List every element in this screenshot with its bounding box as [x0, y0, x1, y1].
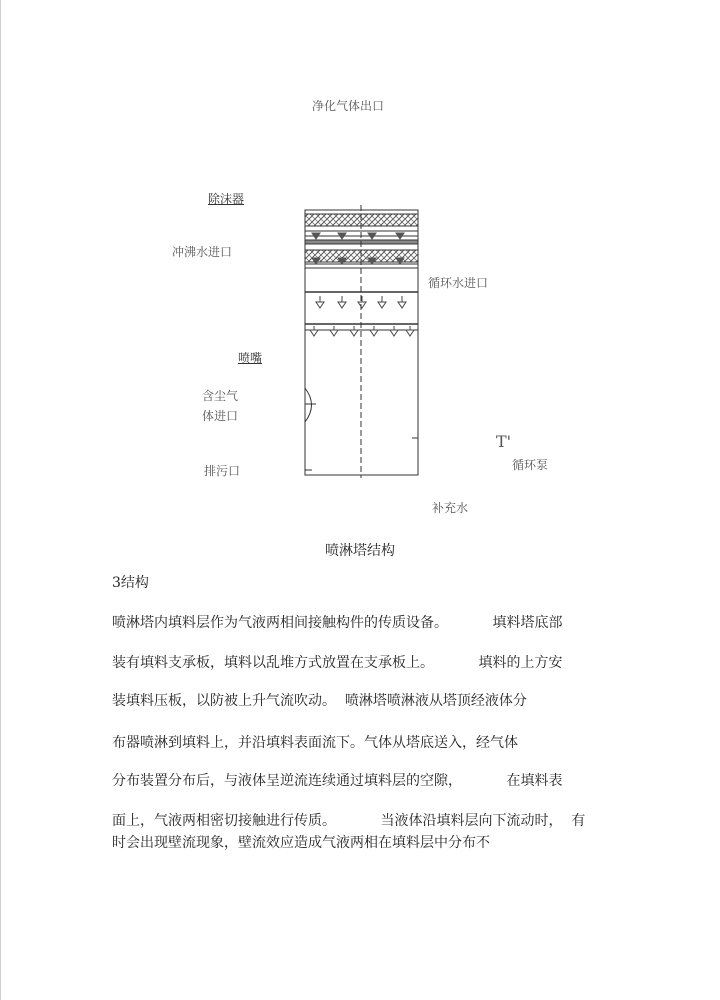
label-flush-water-inlet: 冲沸水进口	[172, 245, 233, 259]
paragraph-line-3: 装填料压板，以防被上升气流吹动。 喷淋塔喷淋液从塔顶经液体分	[112, 693, 527, 709]
paragraph-line-2: 装有填料支承板，填料以乱堆方式放置在支承板上。 填料的上方安	[112, 655, 563, 671]
paragraph-line-6: 面上，气液两相密切接触进行传质。 当液体沿填料层向下流动时， 有	[112, 813, 586, 829]
label-makeup-water: 补充水	[432, 501, 469, 515]
label-drain-outlet: 排污口	[204, 464, 241, 478]
figure-caption: 喷淋塔结构	[325, 543, 395, 559]
label-circulating-water-inlet: 循环水进口	[428, 276, 489, 290]
paragraph-line-4: 布器喷淋到填料上，并沿填料表面流下。气体从塔底送入，经气体	[112, 735, 518, 751]
gas-inlet-bulge	[305, 388, 312, 422]
label-dusty-gas-inlet-line2: 体进口	[202, 409, 239, 423]
label-demister: 除沫器	[208, 192, 245, 206]
label-circulating-pump: 循环泵	[512, 458, 549, 472]
paragraph-line-7: 时会出现壁流现象，壁流效应造成气液两相在填料层中分布不	[112, 835, 490, 851]
label-clean-gas-outlet: 净化气体出口	[312, 99, 385, 113]
nozzle-row-3	[310, 326, 414, 336]
label-nozzle: 喷嘴	[238, 351, 263, 365]
label-dusty-gas-inlet-line1: 含尘气	[202, 389, 239, 403]
paragraph-line-1: 喷淋塔内填料层作为气液两相间接触构件的传质设备。 填料塔底部	[112, 615, 563, 631]
section-title: 3结构	[112, 575, 149, 591]
paragraph-line-5: 分布装置分布后，与液体呈逆流连续通过填料层的空隙， 在填料表	[112, 773, 563, 789]
label-t-mark: T'	[496, 432, 512, 451]
